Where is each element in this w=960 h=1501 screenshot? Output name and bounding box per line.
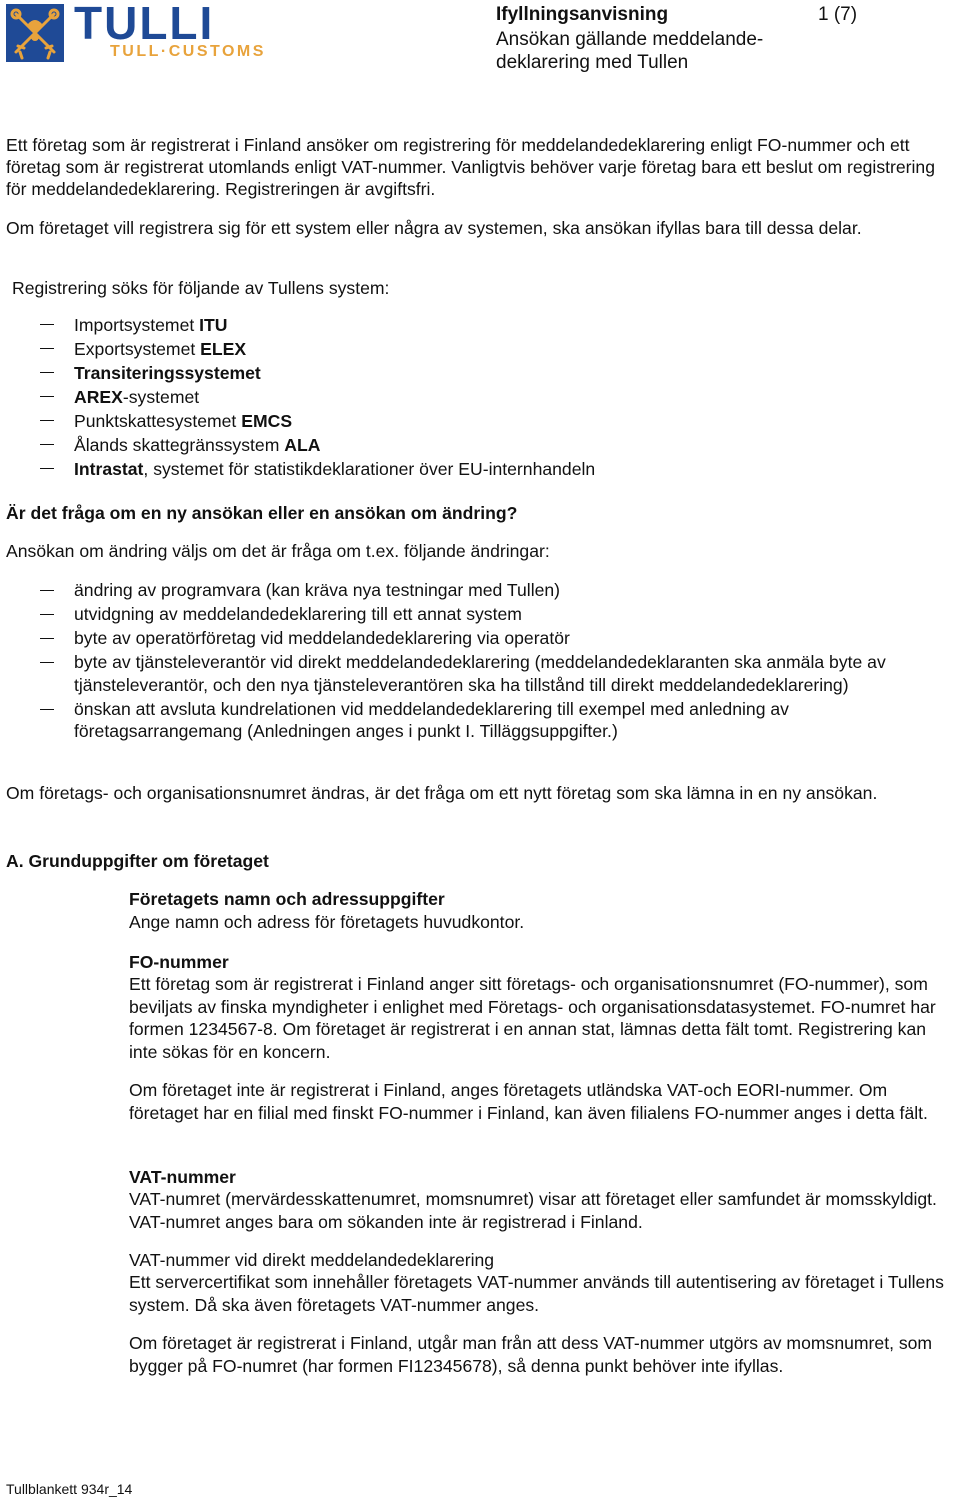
logo-subtitle: TULL·CUSTOMS [110,43,266,60]
dash-bullet-icon [40,614,54,615]
document-subtitle: Ansökan gällande meddelande-deklarering med Tullen [496,29,764,73]
dash-bullet-icon [40,468,54,469]
list-item: byte av operatörföretag vid meddelandedeklarering via operatör [36,627,956,650]
list-item: Exportsystemet ELEX [36,337,956,361]
name-address-heading: Företagets namn och adressuppgifter [129,889,445,909]
dash-bullet-icon [40,396,54,397]
tulli-logo [6,0,296,62]
dash-bullet-icon [40,662,54,663]
intro-paragraph: Ett företag som är registrerat i Finland ansöker om registrering för meddelandedeklarering enligt FO-nummer och ett företag som är registrerat utomlands enligt VAT-nummer. Vanligtvis behöver varje företag bara ett beslut om registrering för meddelandedeklarering. Registreringen är avgiftsfri. [6,135,935,199]
new-company-note: Om företags- och organisationsnumret ändras, är det fråga om ett nytt företag som ska lämna in en ny ansökan. [6,783,878,803]
list-item: Ålands skattegränssystem ALA [36,433,956,457]
list-item: utvidgning av meddelandedeklarering till ett annat system [36,603,956,626]
customs-emblem-icon [6,4,64,62]
vat-direct-text: Ett servercertifikat som innehåller företagets VAT-nummer används till autentisering av företaget i Tullens system. Då ska även företagets VAT-nummer anges. [129,1272,944,1315]
vat-number-heading: VAT-nummer [129,1167,236,1187]
list-item: Importsystemet ITU [36,313,956,337]
dash-bullet-icon [40,444,54,445]
changes-list [36,579,956,744]
list-item: Transiteringssystemet [36,361,956,385]
dash-bullet-icon [40,372,54,373]
fo-number-text: Ett företag som är registrerat i Finland anger sitt företags- och organisationsnumret (FO-nummer), som beviljats av finska myndigheter i enlighet med Företags- och organisationsdatasystemet. FO-numret har formen 1234567-8. Om företaget är registrerat i en annan stat, lämnas detta fält tomt. Registrering kan inte sökas för en koncern. [129,974,936,1062]
list-item: önskan att avsluta kundrelationen vid meddelandedeklarering till exempel med anledning av företagsarrangemang (Anledningen anges i punkt I. Tilläggsuppgifter.) [36,698,956,743]
fo-number-heading: FO-nummer [129,952,229,972]
list-item: byte av tjänsteleverantör vid direkt meddelandedeklarering (meddelandedeklaranten ska anmäla byte av tjänsteleverantör, och den nya tjänsteleverantören ska ha tillstånd till direkt meddelandedeklarering) [36,651,956,696]
foreign-company-text: Om företaget inte är registrerat i Finland, anges företagets utländska VAT-och EORI-nummer. Om företaget har en filial med finskt FO-nummer i Finland, kan även filialens FO-nummer anges i detta fält. [129,1080,928,1123]
document-title: Ifyllningsanvisning [496,4,669,25]
dash-bullet-icon [40,638,54,639]
name-address-text: Ange namn och adress för företagets huvudkontor. [129,912,525,932]
page-number: 1 (7) [818,4,858,25]
dash-bullet-icon [40,709,54,710]
list-item: Punktskattesystemet EMCS [36,409,956,433]
logo-wordmark: TULLI [74,0,215,49]
section-a-heading: A. Grunduppgifter om företaget [6,851,269,871]
dash-bullet-icon [40,590,54,591]
dash-bullet-icon [40,348,54,349]
vat-number-text: VAT-numret (mervärdesskattenumret, momsnumret) visar att företaget eller samfundet är momsskyldigt. VAT-numret anges bara om sökanden inte är registrerad i Finland. [129,1189,937,1232]
vat-direct-heading: VAT-nummer vid direkt meddelandedeklarering [129,1250,495,1270]
vat-finland-text: Om företaget är registrerat i Finland, utgår man från att dess VAT-nummer utgörs av momsnumret, som bygger på FO-numret (har formen FI12345678), så denna punkt behöver inte ifyllas. [129,1333,933,1376]
dash-bullet-icon [40,420,54,421]
systems-lead: Registrering söks för följande av Tullens system: [12,278,390,298]
list-item: Intrastat, systemet för statistikdeklarationer över EU-internhandeln [36,457,956,481]
scope-paragraph: Om företaget vill registrera sig för ett system eller några av systemen, ska ansökan ifyllas bara till dessa delar. [6,218,862,238]
dash-bullet-icon [40,324,54,325]
systems-list [36,313,956,481]
list-item: ändring av programvara (kan kräva nya testningar med Tullen) [36,579,956,602]
changes-lead: Ansökan om ändring väljs om det är fråga om t.ex. följande ändringar: [6,541,550,561]
form-number-footer: Tullblankett 934r_14 [6,1481,133,1497]
list-item: AREX-systemet [36,385,956,409]
question-heading: Är det fråga om en ny ansökan eller en ansökan om ändring? [6,503,518,523]
